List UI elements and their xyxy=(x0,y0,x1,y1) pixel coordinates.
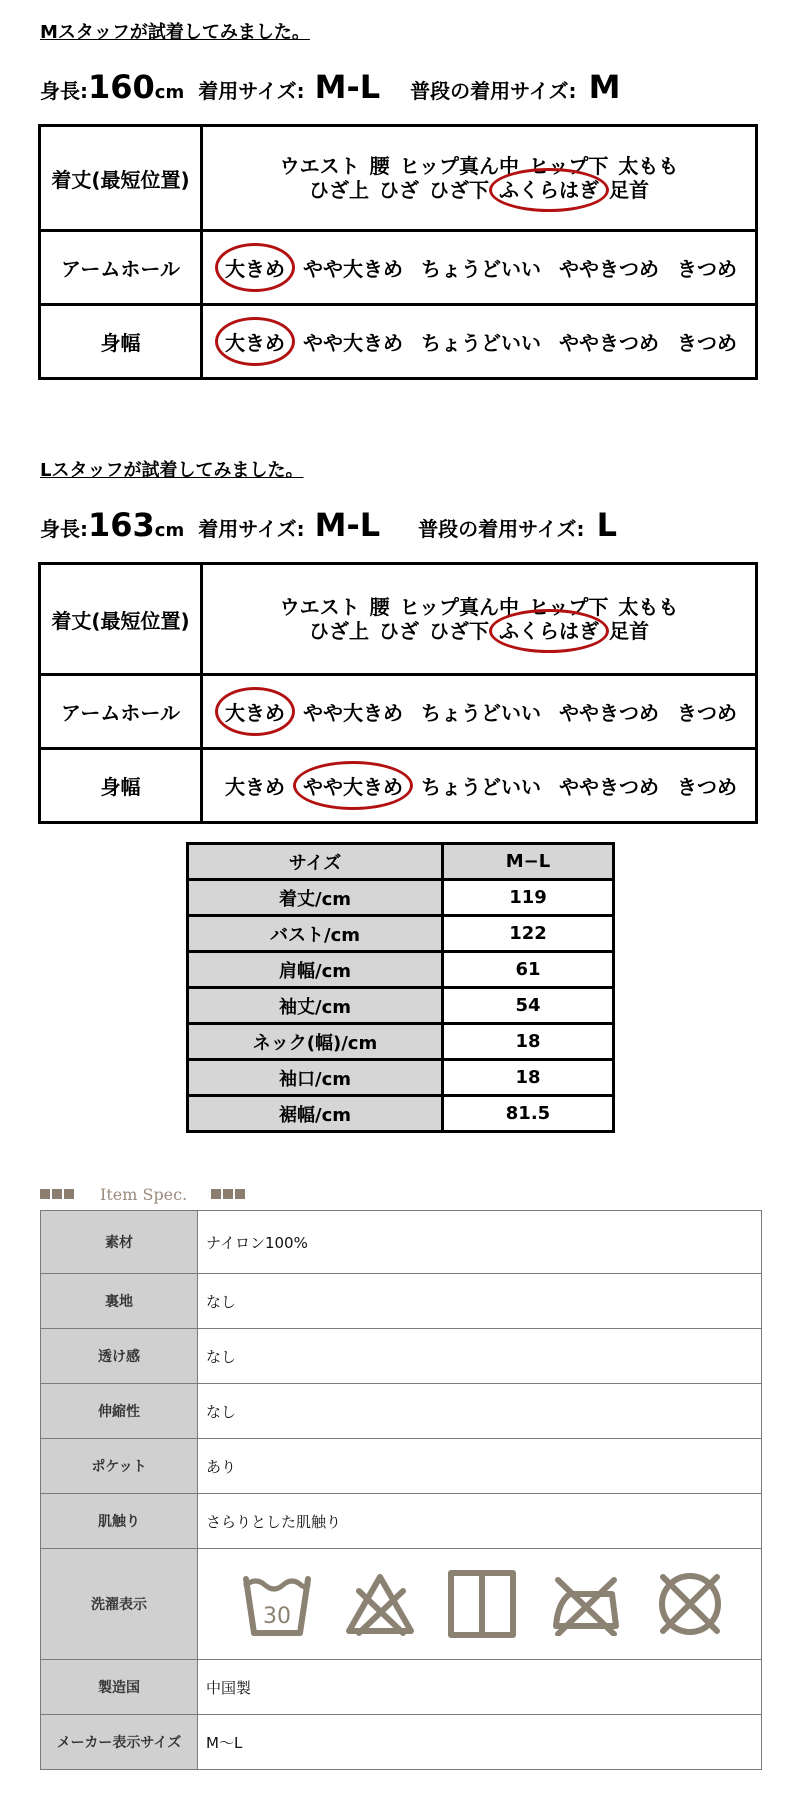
length-options xyxy=(203,154,755,202)
fit-option: きつめ xyxy=(677,701,737,725)
length-options-line1 xyxy=(203,154,755,178)
length-option: ふくらはぎ xyxy=(499,178,599,202)
armhole-label: アームホール xyxy=(40,231,202,305)
spec-value: さらりとした肌触り xyxy=(198,1494,762,1549)
item-spec-heading xyxy=(40,1182,247,1206)
width-label: 身幅 xyxy=(40,305,202,379)
usual-size-label: 普段の着用サイズ: xyxy=(418,517,585,541)
size-chart-value: 119 xyxy=(443,880,614,916)
length-option: 腰 xyxy=(369,154,390,178)
fit-option: やや大きめ xyxy=(303,771,403,800)
fit-option: やや大きめ xyxy=(303,331,403,355)
staff-title: Lスタッフが試着してみました。 xyxy=(40,460,304,481)
length-option: ひざ xyxy=(379,619,419,643)
wear-size-value: M-L xyxy=(314,68,381,106)
length-option: 太もも xyxy=(618,595,679,619)
wash-30-icon xyxy=(242,1571,312,1637)
spec-value: ナイロン100% xyxy=(198,1211,762,1274)
spec-value: なし xyxy=(198,1329,762,1384)
length-option: 足首 xyxy=(609,178,649,202)
height-value: 163 xyxy=(88,506,155,544)
spec-value: M〜L xyxy=(198,1715,762,1770)
iron-not-allowed-icon xyxy=(550,1572,622,1636)
fit-option: 大きめ xyxy=(225,697,285,726)
fit-option: きつめ xyxy=(677,257,737,281)
spec-key: 肌触り xyxy=(41,1494,198,1549)
spec-key: ポケット xyxy=(41,1439,198,1494)
fit-table-m xyxy=(38,124,758,380)
length-option: ウエスト xyxy=(279,154,360,178)
fit-option: やや大きめ xyxy=(303,257,403,281)
length-option: 太もも xyxy=(618,154,679,178)
size-chart-value: 18 xyxy=(443,1024,614,1060)
length-options-line2 xyxy=(203,619,755,643)
length-options xyxy=(203,595,755,643)
fit-option: ややきつめ xyxy=(559,701,659,725)
height-value: 160 xyxy=(88,68,155,106)
width-options xyxy=(203,327,755,356)
fit-option: 大きめ xyxy=(225,775,285,799)
care-icons-cell xyxy=(198,1549,762,1660)
usual-size-value: L xyxy=(596,506,617,544)
size-chart-value: 18 xyxy=(443,1060,614,1096)
staff-info-line xyxy=(40,68,760,108)
size-chart-key: 袖丈/cm xyxy=(188,988,443,1024)
spec-key: 透け感 xyxy=(41,1329,198,1384)
size-chart-header-value: M−L xyxy=(443,844,614,880)
size-chart-value: 122 xyxy=(443,916,614,952)
wear-size-label: 着用サイズ: xyxy=(198,517,305,541)
spec-value: あり xyxy=(198,1439,762,1494)
no-dryclean-icon xyxy=(655,1569,725,1639)
fit-option: 大きめ xyxy=(225,253,285,282)
line-dry-icon xyxy=(447,1569,517,1639)
size-chart-key: 着丈/cm xyxy=(188,880,443,916)
height-unit: cm xyxy=(154,520,185,541)
fit-option: きつめ xyxy=(677,331,737,355)
spec-value: 中国製 xyxy=(198,1660,762,1715)
length-option: 足首 xyxy=(609,619,649,643)
length-option: ひざ上 xyxy=(309,178,369,202)
spec-key: 洗濯表示 xyxy=(41,1549,198,1660)
height-label: 身長: xyxy=(40,517,88,541)
height-unit: cm xyxy=(154,82,185,103)
size-chart-key: 袖口/cm xyxy=(188,1060,443,1096)
size-chart-value: 61 xyxy=(443,952,614,988)
staff-section-l xyxy=(40,458,760,546)
armhole-options xyxy=(203,697,755,726)
staff-section-m xyxy=(40,20,760,108)
usual-size-label: 普段の着用サイズ: xyxy=(410,79,577,103)
fit-table-l xyxy=(38,562,758,824)
length-option: ひざ上 xyxy=(309,619,369,643)
width-label: 身幅 xyxy=(40,749,202,823)
length-option: ヒップ下 xyxy=(529,154,609,178)
length-option: ひざ下 xyxy=(429,178,489,202)
length-option: ウエスト xyxy=(279,595,360,619)
size-chart-header-key: サイズ xyxy=(188,844,443,880)
spec-key: メーカー表示サイズ xyxy=(41,1715,198,1770)
length-option: ふくらはぎ xyxy=(499,619,599,643)
no-bleach-icon xyxy=(345,1571,415,1637)
fit-option: きつめ xyxy=(677,775,737,799)
length-option: ヒップ下 xyxy=(529,595,609,619)
wear-size-label: 着用サイズ: xyxy=(198,79,305,103)
height-label: 身長: xyxy=(40,79,88,103)
usual-size-value: M xyxy=(588,68,621,106)
size-chart-key: 肩幅/cm xyxy=(188,952,443,988)
fit-option: ちょうどいい xyxy=(421,331,541,355)
item-spec-title: Item Spec. xyxy=(100,1184,188,1204)
size-chart-value: 54 xyxy=(443,988,614,1024)
staff-info-line xyxy=(40,506,760,546)
width-options xyxy=(203,771,755,800)
fit-option: ややきつめ xyxy=(559,331,659,355)
length-label: 着丈(最短位置) xyxy=(40,564,202,675)
length-option: 腰 xyxy=(369,595,390,619)
size-chart-table xyxy=(186,842,615,1133)
spec-value: なし xyxy=(198,1384,762,1439)
wash-temp-text: 30 xyxy=(263,1604,292,1629)
armhole-options xyxy=(203,253,755,282)
fit-option: ちょうどいい xyxy=(421,775,541,799)
length-option: ヒップ真ん中 xyxy=(399,154,519,178)
care-icons-row xyxy=(206,1569,761,1639)
fit-option: ややきつめ xyxy=(559,257,659,281)
spec-value: なし xyxy=(198,1274,762,1329)
staff-title: Mスタッフが試着してみました。 xyxy=(40,22,310,43)
size-chart-key: ネック(幅)/cm xyxy=(188,1024,443,1060)
length-options-line2 xyxy=(203,178,755,202)
length-option: ひざ下 xyxy=(429,619,489,643)
size-chart-key: バスト/cm xyxy=(188,916,443,952)
fit-option: 大きめ xyxy=(225,327,285,356)
length-option: ヒップ真ん中 xyxy=(399,595,519,619)
spec-key: 製造国 xyxy=(41,1660,198,1715)
spec-key: 伸縮性 xyxy=(41,1384,198,1439)
size-chart-key: 裾幅/cm xyxy=(188,1096,443,1132)
fit-option: やや大きめ xyxy=(303,701,403,725)
size-chart-value: 81.5 xyxy=(443,1096,614,1132)
wear-size-value: M-L xyxy=(314,506,381,544)
armhole-label: アームホール xyxy=(40,675,202,749)
spec-key: 素材 xyxy=(41,1211,198,1274)
spec-key: 裏地 xyxy=(41,1274,198,1329)
length-label: 着丈(最短位置) xyxy=(40,126,202,231)
fit-option: ややきつめ xyxy=(559,775,659,799)
fit-option: ちょうどいい xyxy=(421,701,541,725)
length-option: ひざ xyxy=(379,178,419,202)
fit-option: ちょうどいい xyxy=(421,257,541,281)
length-options-line1 xyxy=(203,595,755,619)
item-spec-table xyxy=(40,1210,762,1770)
